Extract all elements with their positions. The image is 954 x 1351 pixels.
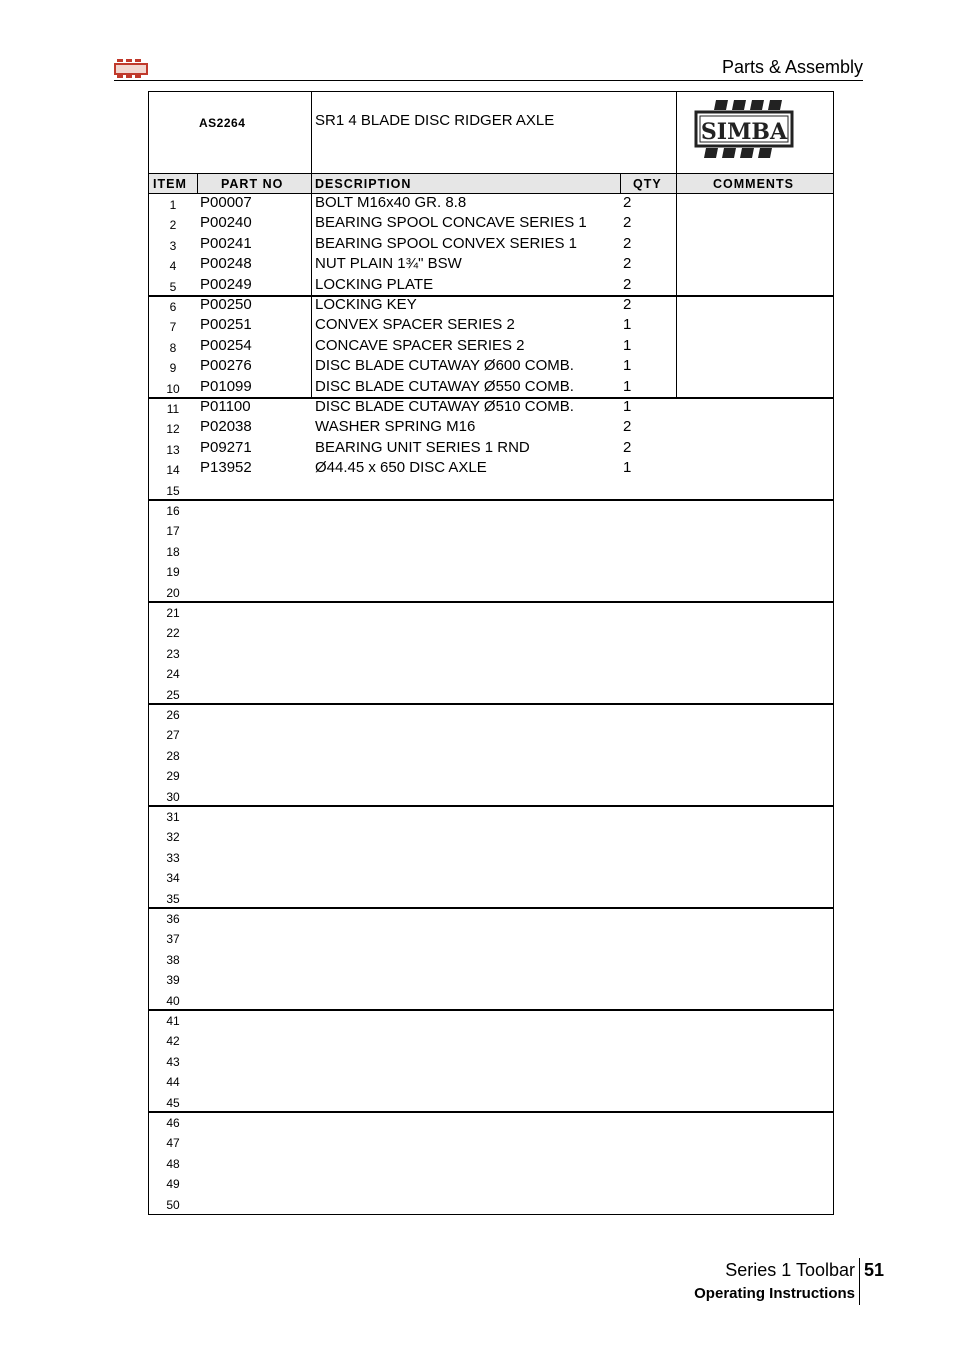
table-row (149, 847, 833, 867)
item-number: 18 (166, 544, 180, 559)
item-number: 45 (166, 1095, 180, 1110)
item-number: 13 (166, 442, 180, 457)
table-row (149, 602, 833, 622)
col-item: ITEM (153, 177, 187, 191)
item-number: 41 (166, 1014, 180, 1028)
item-number: 26 (166, 708, 180, 722)
simba-small-logo-icon (114, 58, 148, 78)
item-number: 25 (166, 687, 180, 702)
table-row (149, 561, 833, 581)
table-row (149, 541, 833, 561)
table-row (149, 357, 833, 377)
item-number: 16 (166, 504, 180, 518)
part-quantity: 1 (623, 459, 632, 477)
part-quantity: 2 (623, 194, 632, 211)
table-row (149, 1132, 833, 1152)
table-row (149, 582, 833, 602)
table-row (149, 316, 833, 336)
part-quantity: 1 (623, 316, 632, 334)
part-number: P00276 (200, 357, 252, 375)
col-description: DESCRIPTION (315, 177, 412, 191)
item-number: 24 (166, 667, 180, 682)
table-row (149, 500, 833, 520)
part-quantity: 2 (623, 255, 632, 273)
item-number: 10 (166, 381, 180, 396)
item-number: 50 (166, 1197, 180, 1212)
item-number: 14 (166, 463, 180, 478)
col-divider (197, 174, 198, 194)
part-quantity: 2 (623, 418, 632, 436)
part-number: P01099 (200, 377, 252, 395)
part-number: P00254 (200, 336, 252, 354)
table-row (149, 643, 833, 663)
item-number: 37 (166, 932, 180, 947)
item-number: 35 (166, 891, 180, 906)
parts-list-table (148, 91, 834, 1215)
item-number: 48 (166, 1156, 180, 1171)
col-part-no: PART NO (221, 177, 284, 191)
title-divider (676, 92, 677, 174)
page-header-title: Parts & Assembly (721, 57, 863, 77)
part-quantity: 1 (623, 377, 632, 395)
part-number: P00240 (200, 214, 252, 232)
table-row (149, 459, 833, 479)
item-number: 30 (166, 789, 180, 804)
item-number: 27 (166, 728, 180, 743)
item-number: 9 (169, 361, 177, 376)
table-row (149, 1010, 833, 1030)
table-row (149, 439, 833, 459)
table-row (149, 684, 833, 704)
item-number: 39 (166, 973, 180, 988)
item-number: 40 (166, 993, 180, 1008)
part-number: P00251 (200, 316, 252, 334)
item-number: 7 (169, 320, 177, 335)
item-number: 2 (169, 218, 177, 233)
item-number: 5 (169, 279, 177, 294)
part-description: BEARING SPOOL CONVEX SERIES 1 (315, 234, 578, 252)
table-row (149, 806, 833, 826)
item-number: 36 (166, 912, 180, 926)
title-divider (311, 92, 312, 174)
item-number: 8 (169, 340, 177, 355)
item-number: 23 (166, 646, 180, 661)
table-row (149, 418, 833, 438)
table-row (149, 1051, 833, 1071)
table-row (149, 194, 833, 214)
item-number: 46 (166, 1116, 180, 1130)
part-description: BEARING SPOOL CONCAVE SERIES 1 (315, 214, 587, 232)
table-row (149, 663, 833, 683)
item-number: 4 (169, 259, 177, 274)
table-row (149, 745, 833, 765)
table-row (149, 908, 833, 928)
item-number: 6 (169, 300, 177, 314)
item-number: 34 (166, 871, 180, 886)
part-description: Ø44.45 x 650 DISC AXLE (315, 459, 487, 477)
assembly-code: AS2264 (199, 116, 246, 130)
part-quantity: 2 (623, 296, 632, 313)
part-number: P00241 (200, 234, 252, 252)
table-row (149, 1173, 833, 1193)
part-number: P00249 (200, 275, 252, 293)
item-number: 20 (166, 585, 180, 600)
table-row (149, 867, 833, 887)
item-number: 15 (166, 483, 180, 498)
item-number: 33 (166, 850, 180, 865)
part-quantity: 2 (623, 275, 632, 293)
logo-text: SIMBA (700, 119, 788, 145)
item-number: 22 (166, 626, 180, 641)
assembly-title: SR1 4 BLADE DISC RIDGER AXLE (315, 112, 555, 129)
table-row (149, 724, 833, 744)
col-qty: QTY (633, 177, 662, 191)
part-number: P13952 (200, 459, 252, 477)
table-row (149, 1030, 833, 1050)
item-number: 47 (166, 1136, 180, 1151)
title-block (149, 92, 833, 174)
part-description: LOCKING KEY (315, 296, 417, 313)
item-number: 38 (166, 952, 180, 967)
table-row (149, 786, 833, 806)
col-divider (311, 174, 312, 194)
table-row (149, 1194, 833, 1214)
table-row (149, 888, 833, 908)
item-number: 29 (166, 769, 180, 784)
part-description: WASHER SPRING M16 (315, 418, 476, 436)
table-row (149, 928, 833, 948)
item-number: 1 (169, 198, 177, 212)
table-row (149, 235, 833, 255)
page-number: 51 (864, 1260, 885, 1280)
table-row (149, 480, 833, 500)
table-row (149, 1153, 833, 1173)
item-number: 11 (166, 402, 180, 416)
item-number: 42 (166, 1034, 180, 1049)
part-description: CONVEX SPACER SERIES 2 (315, 316, 515, 334)
table-row (149, 276, 833, 296)
part-description: BEARING UNIT SERIES 1 RND (315, 438, 530, 456)
table-row (149, 1092, 833, 1112)
item-number: 21 (166, 606, 180, 620)
column-header-row (149, 174, 833, 194)
part-number: P00250 (200, 296, 252, 313)
part-quantity: 1 (623, 357, 632, 375)
table-row (149, 398, 833, 418)
footer-title: Series 1 Toolbar (725, 1260, 855, 1280)
footer-subtitle: Operating Instructions (694, 1285, 855, 1302)
part-description: DISC BLADE CUTAWAY Ø550 COMB. (315, 377, 574, 395)
col-divider (620, 174, 621, 194)
part-quantity: 2 (623, 214, 632, 232)
part-quantity: 1 (623, 336, 632, 354)
item-number: 12 (166, 422, 180, 437)
item-number: 31 (166, 810, 180, 824)
table-row (149, 1112, 833, 1132)
part-quantity: 2 (623, 234, 632, 252)
part-description: NUT PLAIN 1¾" BSW (315, 255, 462, 273)
table-row (149, 969, 833, 989)
simba-logo-icon (694, 98, 794, 162)
col-divider (676, 174, 677, 194)
col-comments: COMMENTS (713, 177, 794, 191)
table-row (149, 704, 833, 724)
table-row (149, 520, 833, 540)
item-number: 49 (166, 1177, 180, 1192)
part-description: CONCAVE SPACER SERIES 2 (315, 336, 525, 354)
part-number: P00007 (200, 194, 252, 211)
table-row (149, 1071, 833, 1091)
table-row (149, 765, 833, 785)
item-number: 3 (169, 238, 177, 253)
item-number: 44 (166, 1075, 180, 1090)
header-divider (114, 80, 863, 81)
item-number: 19 (166, 565, 180, 580)
table-row (149, 337, 833, 357)
part-description: DISC BLADE CUTAWAY Ø600 COMB. (315, 357, 574, 375)
part-number: P09271 (200, 438, 252, 456)
table-row (149, 255, 833, 275)
part-quantity: 2 (623, 438, 632, 456)
table-row (149, 622, 833, 642)
part-number: P01100 (200, 398, 251, 415)
part-quantity: 1 (623, 398, 632, 415)
table-row (149, 949, 833, 969)
part-description: BOLT M16x40 GR. 8.8 (315, 194, 467, 211)
item-number: 43 (166, 1054, 180, 1069)
part-number: P02038 (200, 418, 252, 436)
part-description: LOCKING PLATE (315, 275, 434, 293)
table-row (149, 296, 833, 316)
table-row (149, 214, 833, 234)
table-row (149, 378, 833, 398)
table-row (149, 990, 833, 1010)
footer-divider (859, 1258, 860, 1305)
item-number: 17 (166, 524, 180, 539)
item-number: 32 (166, 830, 180, 845)
part-number: P00248 (200, 255, 252, 273)
part-description: DISC BLADE CUTAWAY Ø510 COMB. (315, 398, 574, 415)
table-row (149, 826, 833, 846)
item-number: 28 (166, 748, 180, 763)
